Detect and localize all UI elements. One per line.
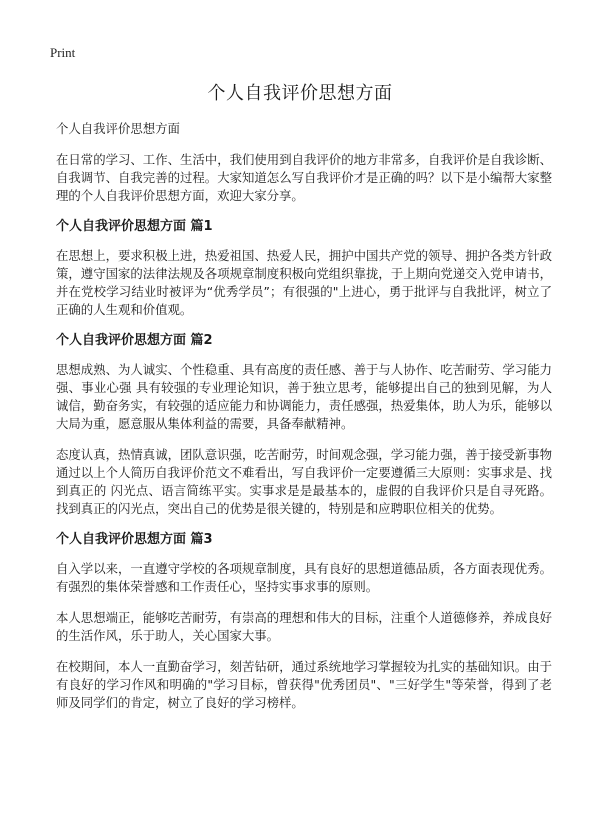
section-2-paragraph-2: 态度认真，热情真诚，团队意识强，吃苦耐劳，时间观念强，学习能力强，善于接受新事物 通过以上个人简历自我评价范文不难看出，写自我评价一定要遵循三大原则：实事求是、找到真正的 闪光点、语言简练平实。实事求是是最基本的，虚假的自我评价只是自寻死路。找到真正的闪光点，突出自己的优势是很关键的，特别是和应聘职位相关的优势。 bbox=[56, 447, 552, 516]
page-title: 个人自我评价思想方面 bbox=[207, 83, 393, 104]
section-3-paragraph-3: 在校期间，本人一直勤奋学习，刻苦钻研，通过系统地学习掌握较为扎实的基础知识。由于有良好的学习作风和明确的"学习目标，曾获得"优秀团员"、"三好学生"等荣誉，得到了老师及同学们的肯定，树立了良好的学习榜样。 bbox=[56, 659, 552, 710]
section-heading-1: 个人自我评价思想方面 篇1 bbox=[56, 219, 213, 234]
intro-paragraph: 在日常的学习、工作、生活中，我们使用到自我评价的地方非常多，自我评价是自我诊断、自我调节、自我完善的过程。大家知道怎么写自我评价才是正确的吗？以下是小编帮大家整理的个人自我评价思想方面，欢迎大家分享。 bbox=[56, 152, 552, 203]
section-3-paragraph-1: 自入学以来，一直遵守学校的各项规章制度，具有良好的思想道德品质，各方面表现优秀。有强烈的集体荣誉感和工作责任心，坚持实事求事的原则。 bbox=[56, 561, 552, 594]
section-3-paragraph-2: 本人思想端正，能够吃苦耐劳，有崇高的理想和伟大的目标，注重个人道德修养，养成良好的生活作风，乐于助人，关心国家大事。 bbox=[56, 610, 552, 643]
print-link[interactable]: Print bbox=[50, 45, 76, 60]
section-heading-2: 个人自我评价思想方面 篇2 bbox=[56, 333, 213, 348]
document-subtitle: 个人自我评价思想方面 bbox=[56, 121, 180, 136]
section-2-paragraph-1: 思想成熟、为人诚实、个性稳重、具有高度的责任感、善于与人协作、吃苦耐劳、学习能力强、事业心强 具有较强的专业理论知识，善于独立思考，能够提出自己的独到见解，为人诚信，勤奋务实，有较强的适应能力和协调能力，责任感强，热爱集体，助人为乐，能够以大局为重，愿意服从集体利益的需要，具备奉献精神。 bbox=[56, 362, 552, 431]
document-body bbox=[56, 120, 552, 725]
section-1-paragraph-1: 在思想上，要求积极上进，热爱祖国、热爱人民，拥护中国共产党的领导、拥护各类方针政策，遵守国家的法律法规及各项规章制度积极向党组织靠拢，于上期向党递交入党申请书，并在党校学习结业时被评为“优秀学员”；有很强的"上进心，勇于批评与自我批评，树立了正确的人生观和价值观。 bbox=[56, 248, 552, 317]
section-heading-3: 个人自我评价思想方面 篇3 bbox=[56, 532, 213, 547]
